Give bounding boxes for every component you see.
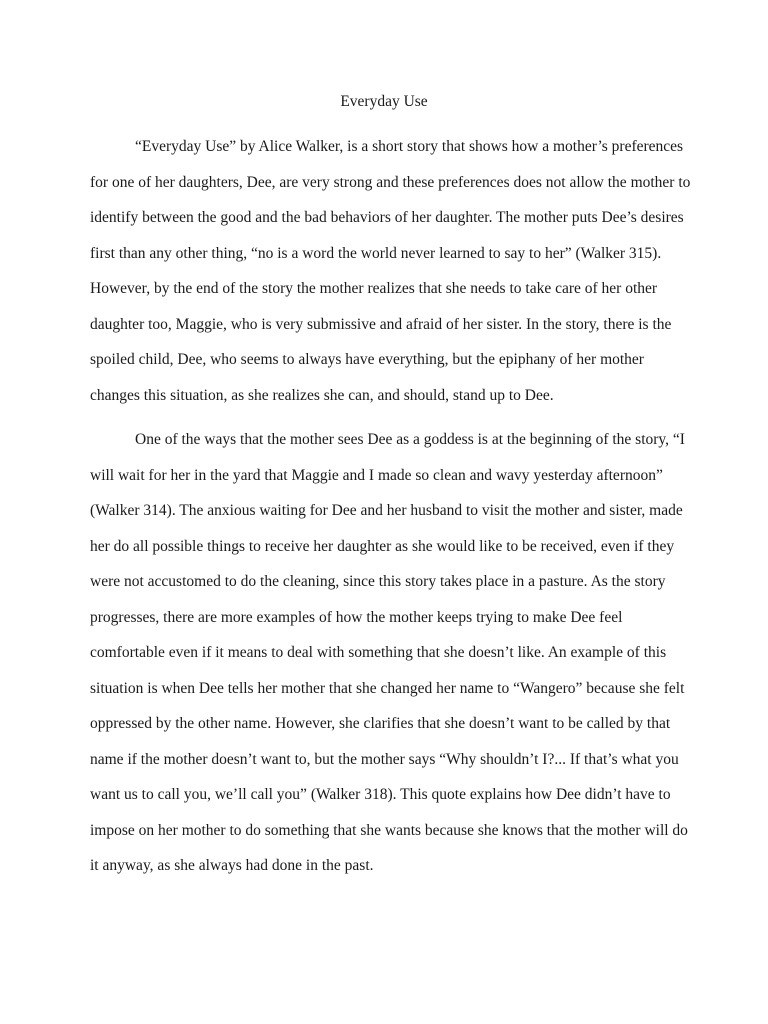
text-line: it anyway, as she always had done in the past. bbox=[90, 857, 374, 874]
text-line: “Everyday Use” by Alice Walker, is a short story that shows how a mother’s preferences bbox=[135, 138, 684, 155]
text-line: her do all possible things to receive her daughter as she would like to be received, even if they bbox=[90, 537, 675, 555]
text-line: progresses, there are more examples of how the mother keeps trying to make Dee feel bbox=[90, 608, 623, 626]
text-line: changes this situation, as she realizes she can, and should, stand up to Dee. bbox=[90, 386, 554, 404]
text-line: daughter too, Maggie, who is very submissive and afraid of her sister. In the story, there is the bbox=[90, 315, 672, 333]
text-line: first than any other thing, “no is a word the world never learned to say to her” (Walker 315). bbox=[90, 244, 662, 262]
text-line: name if the mother doesn’t want to, but the mother says “Why shouldn’t I?... If that’s what you bbox=[90, 750, 679, 768]
text-line: situation is when Dee tells her mother that she changed her name to “Wangero” because she felt bbox=[90, 679, 685, 697]
text-line: will wait for her in the yard that Maggie and I made so clean and wavy yesterday afternoon” bbox=[90, 466, 663, 484]
text-line: impose on her mother to do something that she wants because she knows that the mother will do bbox=[90, 821, 688, 839]
text-line: were not accustomed to do the cleaning, since this story takes place in a pasture. As the story bbox=[90, 573, 666, 590]
text-line: However, by the end of the story the mother realizes that she needs to take care of her other bbox=[90, 280, 658, 297]
text-line: spoiled child, Dee, who seems to always have everything, but the epiphany of her mother bbox=[90, 351, 644, 368]
text-line: for one of her daughters, Dee, are very strong and these preferences does not allow the mother to bbox=[90, 173, 691, 191]
document-title: Everyday Use bbox=[340, 93, 428, 110]
paragraph-1 bbox=[90, 137, 691, 421]
text-line: (Walker 314). The anxious waiting for Dee and her husband to visit the mother and sister, made bbox=[90, 502, 683, 519]
text-line: oppressed by the other name. However, she clarifies that she doesn’t want to be called by that bbox=[90, 715, 671, 732]
text-line: want us to call you, we’ll call you” (Walker 318). This quote explains how Dee didn’t have to bbox=[90, 786, 671, 803]
text-line: identify between the good and the bad behaviors of her daughter. The mother puts Dee’s desires bbox=[90, 209, 684, 226]
text-line: comfortable even if it means to deal with something that she doesn’t like. An example of this bbox=[90, 644, 667, 661]
text-line: One of the ways that the mother sees Dee as a goddess is at the beginning of the story, “I bbox=[135, 431, 685, 448]
paragraph-2 bbox=[90, 430, 688, 892]
